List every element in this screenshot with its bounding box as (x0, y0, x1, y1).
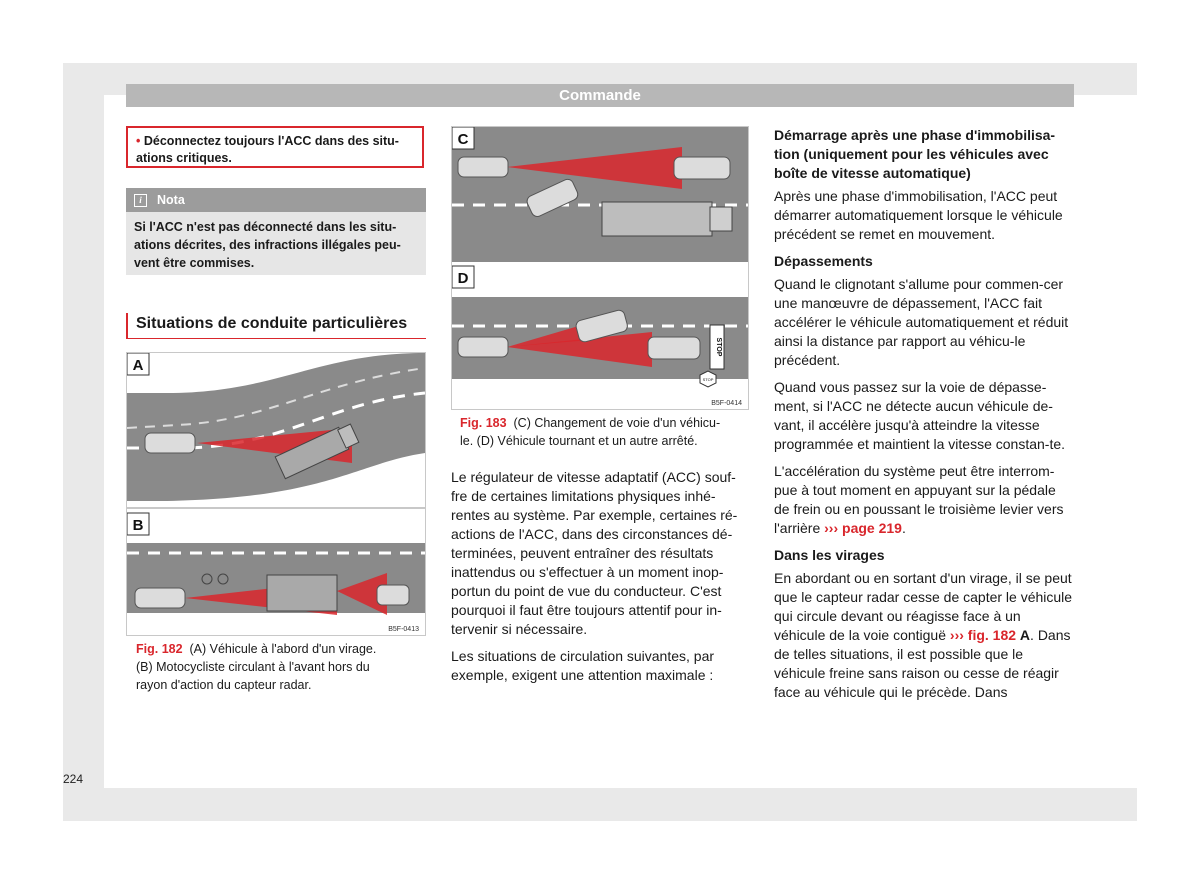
paragraph-end: . (901, 520, 906, 536)
ego-car (145, 433, 195, 453)
paragraph-text: En abordant ou en sortant d'un virage, il se peut que le capteur radar cesse de capter le véhicule qui circule devant ou réagisse face à un véhicule de la voie contiguë (774, 570, 1073, 643)
paragraph (774, 569, 1074, 702)
caption-line-1: (A) Véhicule à l'abord d'un virage. (189, 642, 377, 656)
note-line-1: Si l'ACC n'est pas déconnecté dans les situ- (134, 220, 397, 234)
figure-182 (126, 352, 426, 636)
note-box (126, 188, 426, 275)
figure-code: B5F-0414 (711, 400, 742, 407)
figure-182-label: Fig. 182 (136, 642, 183, 656)
figure-183-illustration (452, 127, 748, 409)
panel-c-label: C (457, 131, 469, 148)
subheading: Dans les virages (774, 547, 885, 563)
section-title: Situations de conduite particulières (126, 313, 426, 339)
paragraph: Le régulateur de vitesse adaptatif (ACC) souf-fre de certaines limitations physiques inhé-rentes au système. Par exemple, certaines ré-actions de l'ACC, dans des circonstances dé-terminées, peuvent entraîner des résultats inattendus ou s'effectuer à un moment inop-portun du point de vue du conducteur. C'est pourquoi il faut être toujours attentif pour in-tervenir si nécessaire. (451, 469, 738, 637)
page-reference-link[interactable]: ››› page 219 (824, 520, 902, 536)
note-title: Nota (157, 193, 185, 207)
right-column (774, 126, 1074, 710)
stop-octagon-text: STOP (702, 377, 714, 382)
figure-183-caption (460, 414, 750, 450)
paragraph: Quand vous passez sur la voie de dépasse-ment, si l'ACC ne détecte aucun véhicule de-vant, il accélère jusqu'à atteindre la vitesse programmée et maintient la vitesse constan-te. (774, 379, 1066, 452)
info-icon: i (134, 194, 147, 207)
figure-183 (451, 126, 749, 410)
paragraph-end: . Dans de telles situations, il est possible que le véhicule freine sans raison ou cesse de réagir face au véhicule qui le précède. Dans (774, 627, 1071, 700)
caption-line-1: (C) Changement de voie d'un véhicu- (513, 416, 721, 430)
note-line-3: vent être commises. (134, 256, 255, 270)
page-number: 224 (63, 772, 84, 786)
paragraph-text: L'accélération du système peut être interrom-pue à tout moment en appuyant sur la pédale de frein ou en poussant le troisième levier vers l'arrière (774, 463, 1064, 536)
paragraph: Après une phase d'immobilisation, l'ACC peut démarrer automatiquement lorsque le véhicule précédent se remet en mouvement. (774, 188, 1063, 242)
warning-line-1: Déconnectez toujours l'ACC dans des situ- (143, 134, 399, 148)
paragraph (774, 462, 1074, 538)
middle-column (451, 468, 747, 693)
panel-a-label: A (132, 357, 144, 374)
warning-box (126, 126, 424, 168)
note-body (126, 212, 426, 278)
subheading: Démarrage après une phase d'immobilisa-tion (uniquement pour les véhicules avec boîte de vitesse automatique) (774, 127, 1056, 181)
figure-183-label: Fig. 183 (460, 416, 507, 430)
figure-182-caption (136, 640, 426, 694)
note-line-2: ations décrites, des infractions illégales peu- (134, 238, 401, 252)
panel-b-label: B (132, 517, 144, 534)
page-header: Commande (126, 84, 1074, 107)
note-header (126, 188, 426, 212)
paragraph: Les situations de circulation suivantes, par exemple, exigent une attention maximale : (451, 648, 715, 683)
warning-line-2: ations critiques. (136, 151, 232, 165)
figure-reference-letter: A (1019, 627, 1031, 643)
figure-reference-link[interactable]: ››› fig. 182 (949, 627, 1017, 643)
paragraph: Quand le clignotant s'allume pour commen-cer une manœuvre de dépassement, l'ACC fait accélérer le véhicule automatiquement et réduit ainsi la distance par rapport au véhicu-le précédent. (774, 276, 1069, 368)
figure-182-illustration (127, 353, 425, 635)
caption-line-3: rayon d'action du capteur radar. (136, 678, 312, 692)
caption-line-2: le. (D) Véhicule tournant et un autre arrêté. (460, 434, 698, 448)
stop-sign-text: STOP (715, 337, 722, 357)
warning-bullet: • (136, 134, 141, 148)
figure-code: B5F-0413 (388, 626, 419, 633)
panel-d-label: D (457, 270, 469, 287)
caption-line-2: (B) Motocycliste circulant à l'avant hors du (136, 660, 370, 674)
subheading: Dépassements (774, 253, 873, 269)
